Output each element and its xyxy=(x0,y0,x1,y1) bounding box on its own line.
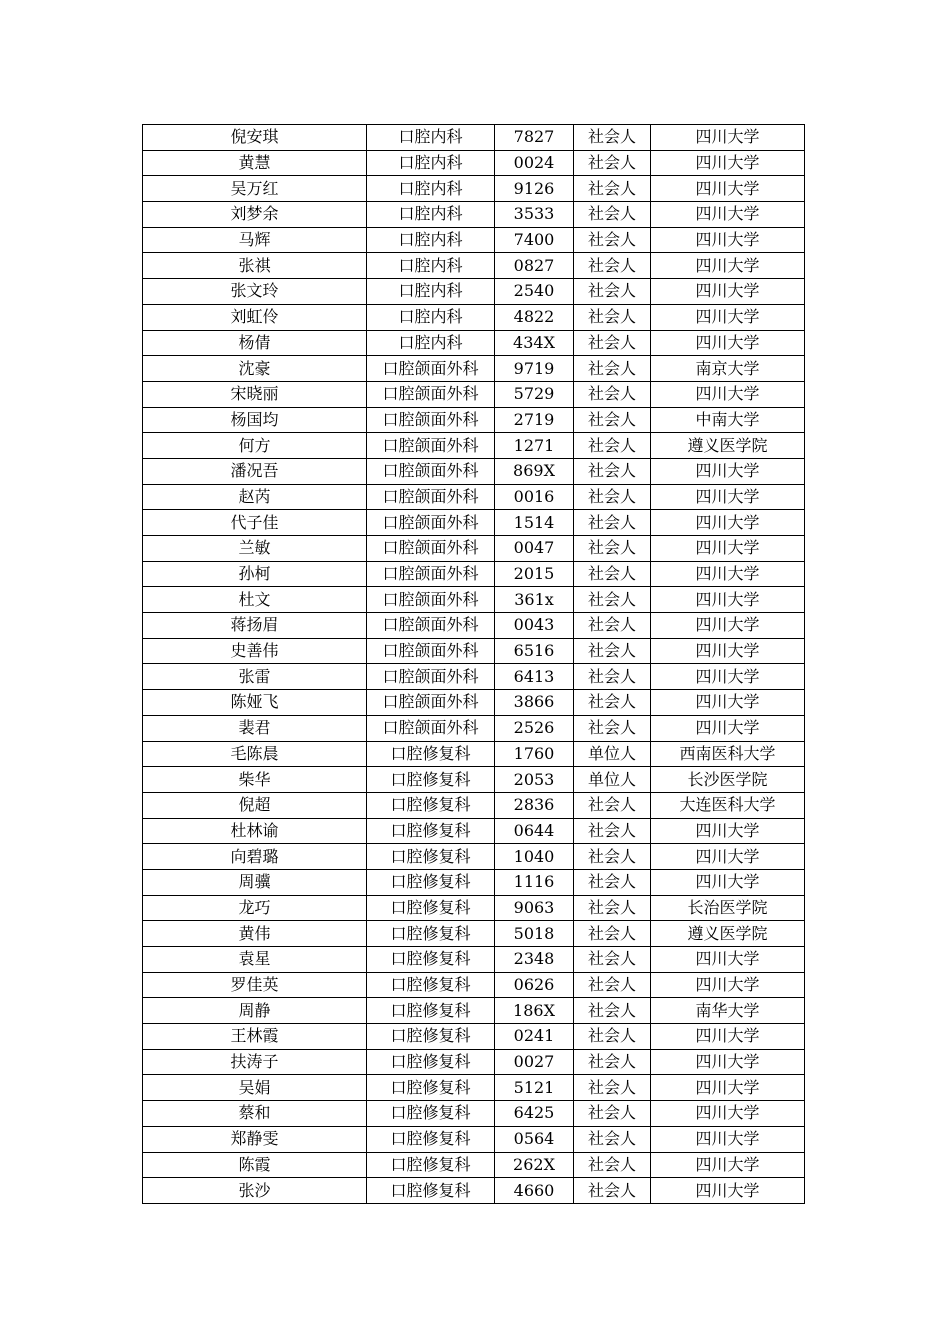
department-cell: 口腔颌面外科 xyxy=(367,561,495,587)
category-cell: 社会人 xyxy=(574,1101,651,1127)
table-row xyxy=(143,869,805,895)
table-row xyxy=(143,844,805,870)
id-suffix-cell: 6425 xyxy=(495,1101,574,1127)
table-row xyxy=(143,279,805,305)
name-cell: 扶涛子 xyxy=(143,1049,367,1075)
school-cell: 四川大学 xyxy=(651,869,805,895)
category-cell: 社会人 xyxy=(574,587,651,613)
department-cell: 口腔内科 xyxy=(367,253,495,279)
category-cell: 社会人 xyxy=(574,484,651,510)
department-cell: 口腔颌面外科 xyxy=(367,587,495,613)
school-cell: 四川大学 xyxy=(651,561,805,587)
id-suffix-cell: 869X xyxy=(495,458,574,484)
table-row xyxy=(143,1126,805,1152)
school-cell: 四川大学 xyxy=(651,947,805,973)
id-suffix-cell: 9719 xyxy=(495,356,574,382)
category-cell: 社会人 xyxy=(574,638,651,664)
category-cell: 社会人 xyxy=(574,1126,651,1152)
school-cell: 四川大学 xyxy=(651,536,805,562)
category-cell: 社会人 xyxy=(574,844,651,870)
roster-table-body xyxy=(143,125,805,1204)
department-cell: 口腔颌面外科 xyxy=(367,664,495,690)
id-suffix-cell: 0644 xyxy=(495,818,574,844)
name-cell: 王林霞 xyxy=(143,1024,367,1050)
roster-table xyxy=(142,124,805,1204)
table-row xyxy=(143,458,805,484)
table-row xyxy=(143,125,805,151)
category-cell: 社会人 xyxy=(574,664,651,690)
name-cell: 龙巧 xyxy=(143,895,367,921)
school-cell: 四川大学 xyxy=(651,176,805,202)
category-cell: 社会人 xyxy=(574,921,651,947)
id-suffix-cell: 2540 xyxy=(495,279,574,305)
table-row xyxy=(143,1024,805,1050)
category-cell: 社会人 xyxy=(574,176,651,202)
category-cell: 社会人 xyxy=(574,1075,651,1101)
category-cell: 社会人 xyxy=(574,150,651,176)
department-cell: 口腔修复科 xyxy=(367,947,495,973)
id-suffix-cell: 0626 xyxy=(495,972,574,998)
category-cell: 单位人 xyxy=(574,767,651,793)
department-cell: 口腔内科 xyxy=(367,202,495,228)
department-cell: 口腔颌面外科 xyxy=(367,458,495,484)
id-suffix-cell: 9063 xyxy=(495,895,574,921)
school-cell: 四川大学 xyxy=(651,484,805,510)
department-cell: 口腔修复科 xyxy=(367,1126,495,1152)
id-suffix-cell: 186X xyxy=(495,998,574,1024)
department-cell: 口腔修复科 xyxy=(367,1152,495,1178)
table-row xyxy=(143,895,805,921)
school-cell: 四川大学 xyxy=(651,304,805,330)
category-cell: 社会人 xyxy=(574,947,651,973)
school-cell: 四川大学 xyxy=(651,1101,805,1127)
category-cell: 社会人 xyxy=(574,1049,651,1075)
name-cell: 陈娅飞 xyxy=(143,690,367,716)
department-cell: 口腔内科 xyxy=(367,279,495,305)
table-row xyxy=(143,998,805,1024)
name-cell: 张文玲 xyxy=(143,279,367,305)
category-cell: 社会人 xyxy=(574,818,651,844)
school-cell: 四川大学 xyxy=(651,844,805,870)
department-cell: 口腔内科 xyxy=(367,150,495,176)
category-cell: 社会人 xyxy=(574,972,651,998)
department-cell: 口腔内科 xyxy=(367,176,495,202)
table-row xyxy=(143,407,805,433)
category-cell: 社会人 xyxy=(574,125,651,151)
id-suffix-cell: 7400 xyxy=(495,227,574,253)
school-cell: 长沙医学院 xyxy=(651,767,805,793)
school-cell: 四川大学 xyxy=(651,330,805,356)
name-cell: 杜文 xyxy=(143,587,367,613)
school-cell: 中南大学 xyxy=(651,407,805,433)
table-row xyxy=(143,330,805,356)
id-suffix-cell: 2719 xyxy=(495,407,574,433)
id-suffix-cell: 2348 xyxy=(495,947,574,973)
name-cell: 蔡和 xyxy=(143,1101,367,1127)
school-cell: 大连医科大学 xyxy=(651,792,805,818)
name-cell: 宋晓丽 xyxy=(143,381,367,407)
id-suffix-cell: 2836 xyxy=(495,792,574,818)
id-suffix-cell: 5729 xyxy=(495,381,574,407)
name-cell: 黄慧 xyxy=(143,150,367,176)
category-cell: 社会人 xyxy=(574,1178,651,1204)
department-cell: 口腔修复科 xyxy=(367,767,495,793)
school-cell: 南京大学 xyxy=(651,356,805,382)
name-cell: 裴君 xyxy=(143,715,367,741)
name-cell: 柴华 xyxy=(143,767,367,793)
name-cell: 潘况吾 xyxy=(143,458,367,484)
department-cell: 口腔修复科 xyxy=(367,895,495,921)
table-row xyxy=(143,176,805,202)
name-cell: 兰敏 xyxy=(143,536,367,562)
id-suffix-cell: 0027 xyxy=(495,1049,574,1075)
name-cell: 沈豪 xyxy=(143,356,367,382)
table-row xyxy=(143,715,805,741)
department-cell: 口腔颌面外科 xyxy=(367,613,495,639)
name-cell: 杜林谕 xyxy=(143,818,367,844)
id-suffix-cell: 0564 xyxy=(495,1126,574,1152)
category-cell: 社会人 xyxy=(574,869,651,895)
department-cell: 口腔修复科 xyxy=(367,1101,495,1127)
table-row xyxy=(143,484,805,510)
table-row xyxy=(143,664,805,690)
id-suffix-cell: 1514 xyxy=(495,510,574,536)
department-cell: 口腔修复科 xyxy=(367,869,495,895)
category-cell: 社会人 xyxy=(574,356,651,382)
department-cell: 口腔修复科 xyxy=(367,1075,495,1101)
category-cell: 社会人 xyxy=(574,458,651,484)
name-cell: 代子佳 xyxy=(143,510,367,536)
name-cell: 倪安琪 xyxy=(143,125,367,151)
category-cell: 社会人 xyxy=(574,715,651,741)
category-cell: 社会人 xyxy=(574,330,651,356)
department-cell: 口腔修复科 xyxy=(367,1049,495,1075)
school-cell: 四川大学 xyxy=(651,1152,805,1178)
id-suffix-cell: 4660 xyxy=(495,1178,574,1204)
department-cell: 口腔内科 xyxy=(367,227,495,253)
table-row xyxy=(143,818,805,844)
name-cell: 孙柯 xyxy=(143,561,367,587)
name-cell: 刘虹伶 xyxy=(143,304,367,330)
id-suffix-cell: 1271 xyxy=(495,433,574,459)
table-row xyxy=(143,638,805,664)
id-suffix-cell: 1760 xyxy=(495,741,574,767)
school-cell: 四川大学 xyxy=(651,1178,805,1204)
category-cell: 社会人 xyxy=(574,510,651,536)
school-cell: 四川大学 xyxy=(651,715,805,741)
table-row xyxy=(143,227,805,253)
department-cell: 口腔颌面外科 xyxy=(367,356,495,382)
table-row xyxy=(143,1049,805,1075)
school-cell: 四川大学 xyxy=(651,125,805,151)
table-row xyxy=(143,972,805,998)
department-cell: 口腔颌面外科 xyxy=(367,638,495,664)
name-cell: 袁星 xyxy=(143,947,367,973)
name-cell: 陈霞 xyxy=(143,1152,367,1178)
department-cell: 口腔颌面外科 xyxy=(367,381,495,407)
category-cell: 社会人 xyxy=(574,227,651,253)
category-cell: 社会人 xyxy=(574,253,651,279)
name-cell: 刘梦余 xyxy=(143,202,367,228)
school-cell: 四川大学 xyxy=(651,1126,805,1152)
department-cell: 口腔内科 xyxy=(367,330,495,356)
category-cell: 社会人 xyxy=(574,304,651,330)
table-row xyxy=(143,613,805,639)
department-cell: 口腔修复科 xyxy=(367,1178,495,1204)
name-cell: 郑静雯 xyxy=(143,1126,367,1152)
table-row xyxy=(143,510,805,536)
school-cell: 四川大学 xyxy=(651,690,805,716)
category-cell: 社会人 xyxy=(574,433,651,459)
name-cell: 罗佳英 xyxy=(143,972,367,998)
category-cell: 社会人 xyxy=(574,792,651,818)
category-cell: 社会人 xyxy=(574,998,651,1024)
category-cell: 社会人 xyxy=(574,613,651,639)
school-cell: 四川大学 xyxy=(651,279,805,305)
name-cell: 张祺 xyxy=(143,253,367,279)
school-cell: 四川大学 xyxy=(651,972,805,998)
id-suffix-cell: 0827 xyxy=(495,253,574,279)
department-cell: 口腔内科 xyxy=(367,304,495,330)
id-suffix-cell: 0043 xyxy=(495,613,574,639)
department-cell: 口腔内科 xyxy=(367,125,495,151)
category-cell: 社会人 xyxy=(574,1152,651,1178)
school-cell: 四川大学 xyxy=(651,202,805,228)
school-cell: 四川大学 xyxy=(651,1024,805,1050)
department-cell: 口腔颌面外科 xyxy=(367,690,495,716)
id-suffix-cell: 5018 xyxy=(495,921,574,947)
id-suffix-cell: 9126 xyxy=(495,176,574,202)
name-cell: 向碧璐 xyxy=(143,844,367,870)
id-suffix-cell: 2053 xyxy=(495,767,574,793)
table-row xyxy=(143,1178,805,1204)
school-cell: 西南医科大学 xyxy=(651,741,805,767)
name-cell: 何方 xyxy=(143,433,367,459)
name-cell: 周骥 xyxy=(143,869,367,895)
table-row xyxy=(143,1101,805,1127)
category-cell: 社会人 xyxy=(574,381,651,407)
id-suffix-cell: 262X xyxy=(495,1152,574,1178)
table-row xyxy=(143,767,805,793)
table-row xyxy=(143,921,805,947)
id-suffix-cell: 0024 xyxy=(495,150,574,176)
category-cell: 社会人 xyxy=(574,536,651,562)
department-cell: 口腔修复科 xyxy=(367,792,495,818)
table-row xyxy=(143,1152,805,1178)
department-cell: 口腔修复科 xyxy=(367,818,495,844)
department-cell: 口腔修复科 xyxy=(367,844,495,870)
table-row xyxy=(143,1075,805,1101)
department-cell: 口腔修复科 xyxy=(367,1024,495,1050)
id-suffix-cell: 5121 xyxy=(495,1075,574,1101)
category-cell: 社会人 xyxy=(574,279,651,305)
school-cell: 四川大学 xyxy=(651,818,805,844)
name-cell: 杨国均 xyxy=(143,407,367,433)
category-cell: 单位人 xyxy=(574,741,651,767)
name-cell: 蒋扬眉 xyxy=(143,613,367,639)
id-suffix-cell: 0047 xyxy=(495,536,574,562)
department-cell: 口腔颌面外科 xyxy=(367,433,495,459)
table-row xyxy=(143,202,805,228)
name-cell: 周静 xyxy=(143,998,367,1024)
table-row xyxy=(143,561,805,587)
category-cell: 社会人 xyxy=(574,690,651,716)
category-cell: 社会人 xyxy=(574,895,651,921)
table-row xyxy=(143,587,805,613)
table-row xyxy=(143,433,805,459)
school-cell: 四川大学 xyxy=(651,664,805,690)
id-suffix-cell: 2015 xyxy=(495,561,574,587)
category-cell: 社会人 xyxy=(574,561,651,587)
department-cell: 口腔修复科 xyxy=(367,921,495,947)
department-cell: 口腔颌面外科 xyxy=(367,536,495,562)
school-cell: 四川大学 xyxy=(651,613,805,639)
department-cell: 口腔修复科 xyxy=(367,972,495,998)
table-row xyxy=(143,150,805,176)
department-cell: 口腔颌面外科 xyxy=(367,484,495,510)
id-suffix-cell: 0241 xyxy=(495,1024,574,1050)
id-suffix-cell: 6516 xyxy=(495,638,574,664)
school-cell: 遵义医学院 xyxy=(651,921,805,947)
table-row xyxy=(143,536,805,562)
category-cell: 社会人 xyxy=(574,1024,651,1050)
table-row xyxy=(143,792,805,818)
id-suffix-cell: 2526 xyxy=(495,715,574,741)
table-row xyxy=(143,253,805,279)
school-cell: 四川大学 xyxy=(651,458,805,484)
school-cell: 四川大学 xyxy=(651,253,805,279)
id-suffix-cell: 6413 xyxy=(495,664,574,690)
name-cell: 毛陈晨 xyxy=(143,741,367,767)
department-cell: 口腔修复科 xyxy=(367,998,495,1024)
name-cell: 史善伟 xyxy=(143,638,367,664)
id-suffix-cell: 434X xyxy=(495,330,574,356)
school-cell: 遵义医学院 xyxy=(651,433,805,459)
name-cell: 赵芮 xyxy=(143,484,367,510)
table-row xyxy=(143,947,805,973)
school-cell: 四川大学 xyxy=(651,1049,805,1075)
name-cell: 黄伟 xyxy=(143,921,367,947)
school-cell: 南华大学 xyxy=(651,998,805,1024)
id-suffix-cell: 4822 xyxy=(495,304,574,330)
department-cell: 口腔修复科 xyxy=(367,741,495,767)
department-cell: 口腔颌面外科 xyxy=(367,715,495,741)
category-cell: 社会人 xyxy=(574,407,651,433)
department-cell: 口腔颌面外科 xyxy=(367,407,495,433)
name-cell: 倪超 xyxy=(143,792,367,818)
table-row xyxy=(143,741,805,767)
table-row xyxy=(143,381,805,407)
school-cell: 四川大学 xyxy=(651,587,805,613)
name-cell: 吴娟 xyxy=(143,1075,367,1101)
name-cell: 吴万红 xyxy=(143,176,367,202)
school-cell: 四川大学 xyxy=(651,227,805,253)
id-suffix-cell: 0016 xyxy=(495,484,574,510)
school-cell: 四川大学 xyxy=(651,510,805,536)
school-cell: 四川大学 xyxy=(651,381,805,407)
school-cell: 四川大学 xyxy=(651,638,805,664)
school-cell: 四川大学 xyxy=(651,150,805,176)
name-cell: 张沙 xyxy=(143,1178,367,1204)
table-row xyxy=(143,304,805,330)
category-cell: 社会人 xyxy=(574,202,651,228)
table-row xyxy=(143,356,805,382)
school-cell: 四川大学 xyxy=(651,1075,805,1101)
id-suffix-cell: 7827 xyxy=(495,125,574,151)
id-suffix-cell: 1040 xyxy=(495,844,574,870)
id-suffix-cell: 3866 xyxy=(495,690,574,716)
name-cell: 马辉 xyxy=(143,227,367,253)
name-cell: 张雷 xyxy=(143,664,367,690)
table-row xyxy=(143,690,805,716)
id-suffix-cell: 3533 xyxy=(495,202,574,228)
department-cell: 口腔颌面外科 xyxy=(367,510,495,536)
school-cell: 长治医学院 xyxy=(651,895,805,921)
id-suffix-cell: 1116 xyxy=(495,869,574,895)
name-cell: 杨倩 xyxy=(143,330,367,356)
id-suffix-cell: 361x xyxy=(495,587,574,613)
